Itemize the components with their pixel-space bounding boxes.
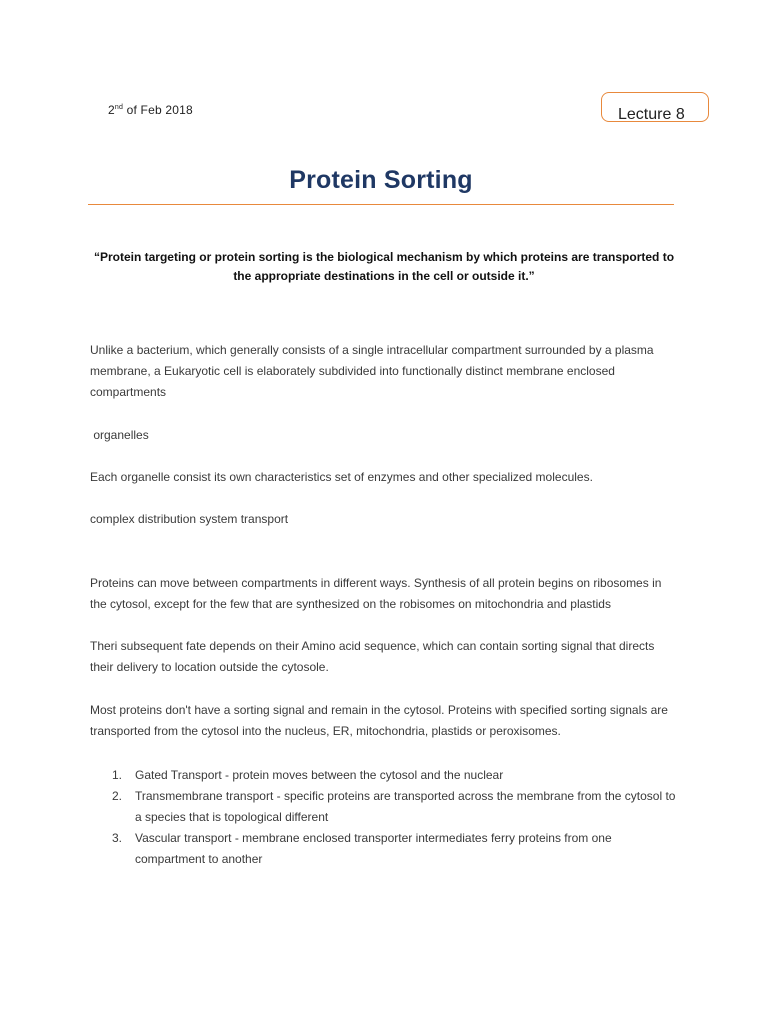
definition-quote: “Protein targeting or protein sorting is the biological mechanism by which proteins are transported to the appropriate destinations in the cell or outside it.” <box>93 250 675 283</box>
page-title: Protein Sorting <box>289 166 473 194</box>
paragraph-eukaryotic-cell: Unlike a bacterium, which generally consists of a single intracellular compartment surrounded by a plasma membrane, a Eukaryotic cell is elaborately subdivided into functionally distinct membrane enclosed compartments <box>90 343 654 399</box>
list-item-text: Transmembrane transport - specific proteins are transported across the membrane from the cytosol to a species that is topological different <box>135 789 676 824</box>
date-day: 2 <box>108 103 115 117</box>
date-suffix: nd <box>114 104 124 111</box>
transport-types-list <box>90 765 680 870</box>
list-item <box>90 765 680 786</box>
paragraph-protein-movement: Proteins can move between compartments in different ways. Synthesis of all protein begins on ribosomes in the cytosol, except for the few that are synthesized on the robisomes on mitochondria and plastids <box>90 576 662 611</box>
lecture-date <box>108 103 193 117</box>
list-item-number: 1. <box>112 768 123 782</box>
list-item-number: 3. <box>112 831 123 845</box>
lecture-label: Lecture 8 <box>618 106 685 122</box>
date-rest: of Feb 2018 <box>123 103 193 117</box>
paragraph-organelle-enzymes: Each organelle consist its own characteristics set of enzymes and other specialized molecules. <box>90 470 593 484</box>
list-item <box>90 828 680 870</box>
title-divider <box>88 204 674 205</box>
paragraph-sorting-signals: Most proteins don't have a sorting signal and remain in the cytosol. Proteins with specified sorting signals are transported from the cytosol into the nucleus, ER, mitochondria, plastids or peroxisomes. <box>90 703 668 738</box>
paragraph-amino-acid-sequence: Theri subsequent fate depends on their Amino acid sequence, which can contain sorting signal that directs their delivery to location outside the cytosole. <box>90 639 655 674</box>
lecture-number-box <box>601 92 709 122</box>
list-item-text: Gated Transport - protein moves between the cytosol and the nuclear <box>135 768 504 782</box>
list-item-number: 2. <box>112 789 123 803</box>
paragraph-distribution-system: complex distribution system transport <box>90 512 289 526</box>
list-item-text: Vascular transport - membrane enclosed transporter intermediates ferry proteins from one compartment to another <box>135 831 612 866</box>
list-item <box>90 786 680 828</box>
paragraph-organelles: organelles <box>90 428 149 442</box>
